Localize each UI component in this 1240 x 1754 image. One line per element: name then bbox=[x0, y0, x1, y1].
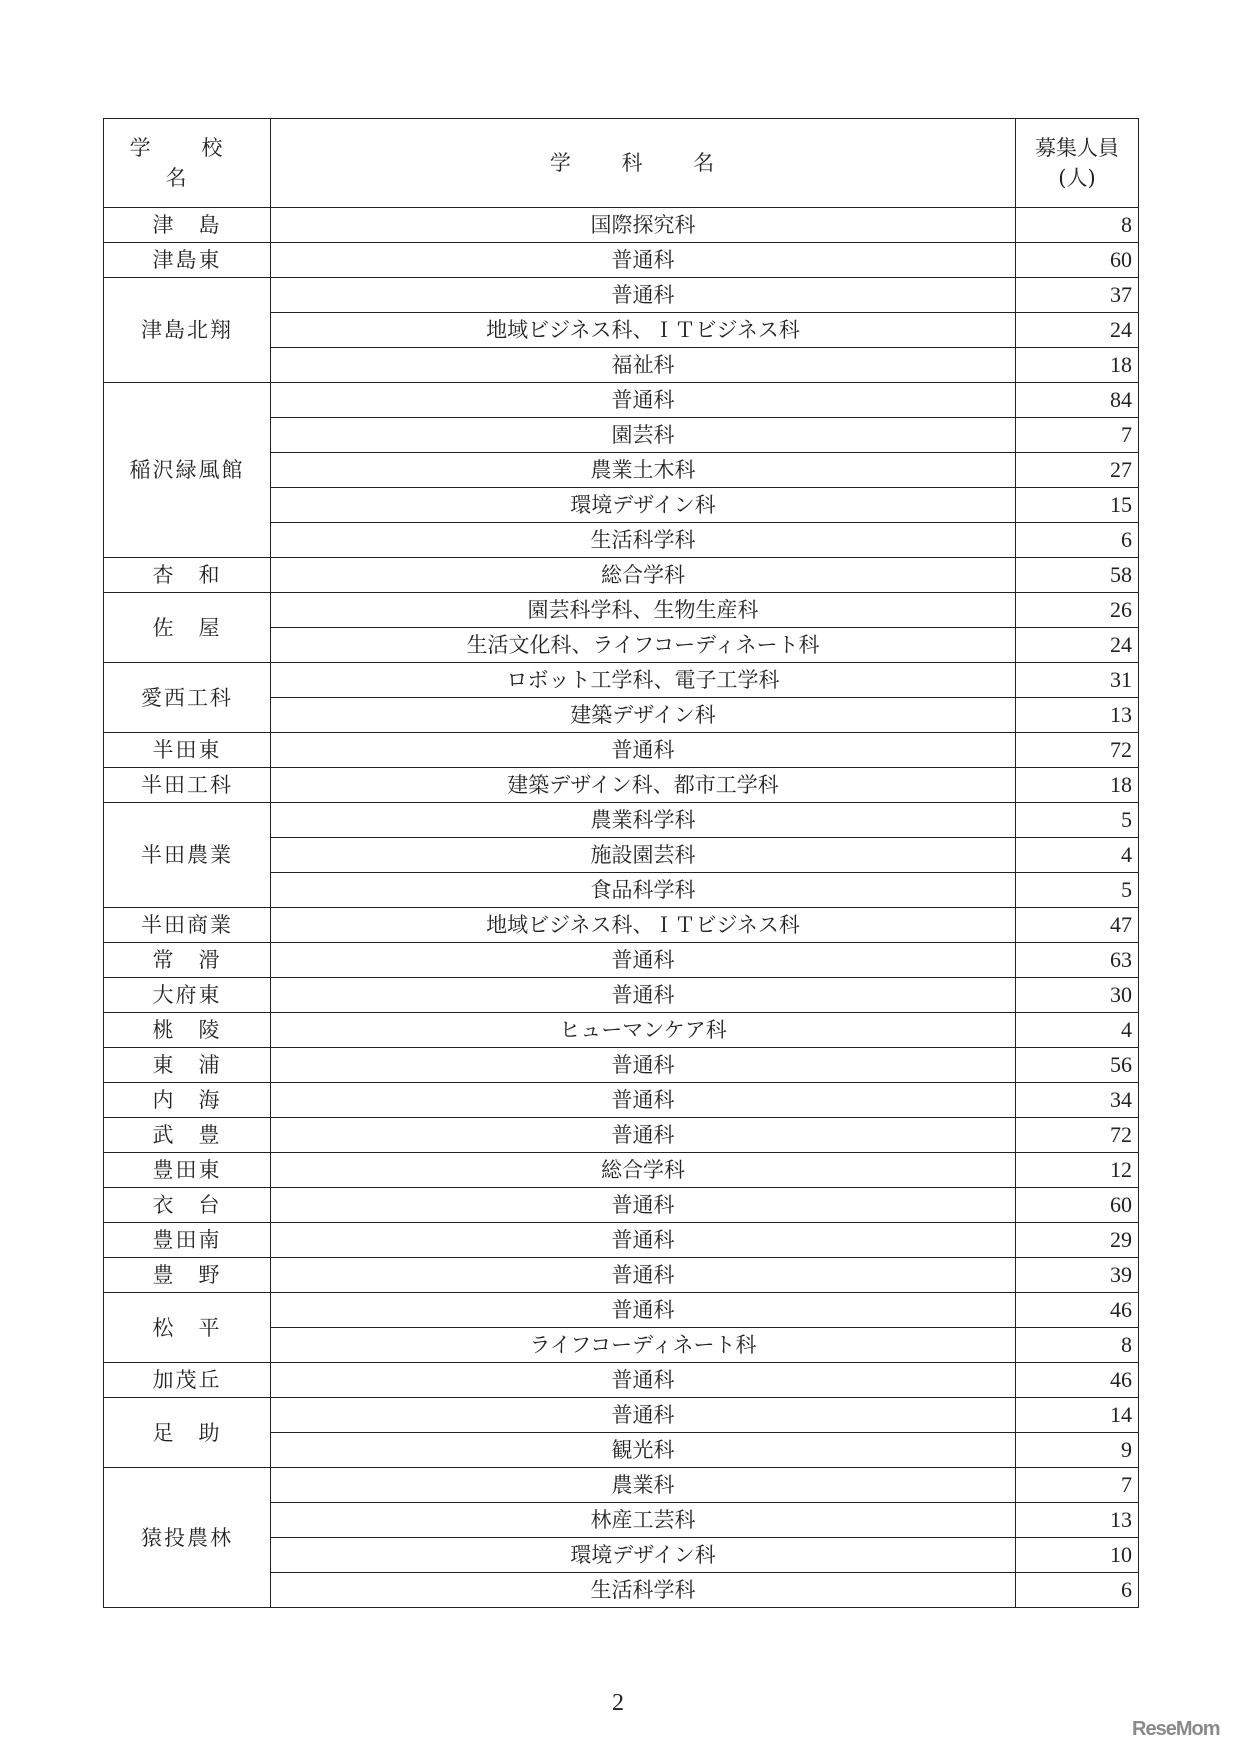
school-name: 常 滑 bbox=[104, 943, 271, 978]
table-row bbox=[104, 558, 1139, 593]
department-name: 普通科 bbox=[271, 978, 1016, 1013]
school-name: 内 海 bbox=[104, 1083, 271, 1118]
capacity-count: 58 bbox=[1016, 558, 1139, 593]
department-name: 環境デザイン科 bbox=[271, 488, 1016, 523]
capacity-count: 13 bbox=[1016, 1503, 1139, 1538]
department-name: 生活文化科、ライフコーディネート科 bbox=[271, 628, 1016, 663]
header-row bbox=[104, 119, 1139, 208]
header-capacity-line2: (人) bbox=[1058, 166, 1096, 190]
table-row bbox=[104, 1223, 1139, 1258]
capacity-count: 7 bbox=[1016, 1468, 1139, 1503]
school-name: 猿投農林 bbox=[104, 1468, 271, 1608]
school-name: 桃 陵 bbox=[104, 1013, 271, 1048]
department-name: 普通科 bbox=[271, 1293, 1016, 1328]
table-row bbox=[104, 768, 1139, 803]
table-row bbox=[104, 278, 1139, 313]
table-row bbox=[104, 208, 1139, 243]
table-row bbox=[104, 733, 1139, 768]
school-name: 佐 屋 bbox=[104, 593, 271, 663]
school-name: 松 平 bbox=[104, 1293, 271, 1363]
department-name: 普通科 bbox=[271, 733, 1016, 768]
department-name: 普通科 bbox=[271, 943, 1016, 978]
capacity-count: 46 bbox=[1016, 1363, 1139, 1398]
school-name: 半田商業 bbox=[104, 908, 271, 943]
table-row bbox=[104, 1258, 1139, 1293]
capacity-count: 63 bbox=[1016, 943, 1139, 978]
department-name: 総合学科 bbox=[271, 558, 1016, 593]
capacity-count: 60 bbox=[1016, 243, 1139, 278]
table-row bbox=[104, 1293, 1139, 1328]
table-row bbox=[104, 978, 1139, 1013]
table-row bbox=[104, 908, 1139, 943]
department-name: 林産工芸科 bbox=[271, 1503, 1016, 1538]
school-name: 半田工科 bbox=[104, 768, 271, 803]
resemom-logo: ReseMom bbox=[1132, 1718, 1220, 1740]
department-name: 普通科 bbox=[271, 243, 1016, 278]
capacity-count: 26 bbox=[1016, 593, 1139, 628]
header-capacity-line1: 募集人員 bbox=[1035, 136, 1119, 160]
capacity-count: 6 bbox=[1016, 1573, 1139, 1608]
table-row bbox=[104, 803, 1139, 838]
capacity-count: 24 bbox=[1016, 313, 1139, 348]
department-name: 建築デザイン科、都市工学科 bbox=[271, 768, 1016, 803]
department-name: 普通科 bbox=[271, 383, 1016, 418]
table-row bbox=[104, 383, 1139, 418]
department-name: ロボット工学科、電子工学科 bbox=[271, 663, 1016, 698]
department-name: 普通科 bbox=[271, 1223, 1016, 1258]
capacity-count: 15 bbox=[1016, 488, 1139, 523]
school-name: 杏 和 bbox=[104, 558, 271, 593]
school-name: 豊 野 bbox=[104, 1258, 271, 1293]
capacity-count: 8 bbox=[1016, 208, 1139, 243]
capacity-count: 30 bbox=[1016, 978, 1139, 1013]
table-row bbox=[104, 1048, 1139, 1083]
capacity-count: 8 bbox=[1016, 1328, 1139, 1363]
capacity-count: 14 bbox=[1016, 1398, 1139, 1433]
capacity-count: 39 bbox=[1016, 1258, 1139, 1293]
school-name: 東 浦 bbox=[104, 1048, 271, 1083]
department-name: 地域ビジネス科、ＩＴビジネス科 bbox=[271, 908, 1016, 943]
department-name: 園芸科 bbox=[271, 418, 1016, 453]
capacity-count: 60 bbox=[1016, 1188, 1139, 1223]
capacity-count: 24 bbox=[1016, 628, 1139, 663]
capacity-count: 84 bbox=[1016, 383, 1139, 418]
header-school bbox=[104, 119, 271, 208]
capacity-count: 7 bbox=[1016, 418, 1139, 453]
table-row bbox=[104, 943, 1139, 978]
department-name: 農業土木科 bbox=[271, 453, 1016, 488]
department-name: 総合学科 bbox=[271, 1153, 1016, 1188]
capacity-count: 6 bbox=[1016, 523, 1139, 558]
department-name: 普通科 bbox=[271, 1398, 1016, 1433]
department-name: ヒューマンケア科 bbox=[271, 1013, 1016, 1048]
header-capacity bbox=[1016, 119, 1139, 208]
school-name: 津島北翔 bbox=[104, 278, 271, 383]
capacity-count: 56 bbox=[1016, 1048, 1139, 1083]
school-name: 半田東 bbox=[104, 733, 271, 768]
table-row bbox=[104, 243, 1139, 278]
header-department bbox=[271, 119, 1016, 208]
recruitment-table bbox=[103, 118, 1139, 1608]
department-name: 地域ビジネス科、ＩＴビジネス科 bbox=[271, 313, 1016, 348]
table-row bbox=[104, 1118, 1139, 1153]
table-row bbox=[104, 593, 1139, 628]
table-row bbox=[104, 1013, 1139, 1048]
capacity-count: 10 bbox=[1016, 1538, 1139, 1573]
capacity-count: 18 bbox=[1016, 348, 1139, 383]
capacity-count: 29 bbox=[1016, 1223, 1139, 1258]
table-row bbox=[104, 663, 1139, 698]
school-name: 足 助 bbox=[104, 1398, 271, 1468]
capacity-count: 4 bbox=[1016, 1013, 1139, 1048]
department-name: 普通科 bbox=[271, 1188, 1016, 1223]
header-department-label: 学 科 名 bbox=[549, 151, 737, 175]
school-name: 衣 台 bbox=[104, 1188, 271, 1223]
department-name: 国際探究科 bbox=[271, 208, 1016, 243]
school-name: 津島東 bbox=[104, 243, 271, 278]
capacity-count: 47 bbox=[1016, 908, 1139, 943]
capacity-count: 18 bbox=[1016, 768, 1139, 803]
capacity-count: 13 bbox=[1016, 698, 1139, 733]
capacity-count: 12 bbox=[1016, 1153, 1139, 1188]
department-name: 食品科学科 bbox=[271, 873, 1016, 908]
capacity-count: 5 bbox=[1016, 873, 1139, 908]
header-school-label: 学 校 名 bbox=[129, 136, 245, 190]
department-name: 園芸科学科、生物生産科 bbox=[271, 593, 1016, 628]
school-name: 大府東 bbox=[104, 978, 271, 1013]
table-row bbox=[104, 1398, 1139, 1433]
table-body bbox=[104, 208, 1139, 1608]
department-name: 普通科 bbox=[271, 1258, 1016, 1293]
capacity-count: 31 bbox=[1016, 663, 1139, 698]
department-name: 普通科 bbox=[271, 278, 1016, 313]
department-name: 普通科 bbox=[271, 1048, 1016, 1083]
capacity-count: 72 bbox=[1016, 1118, 1139, 1153]
school-name: 武 豊 bbox=[104, 1118, 271, 1153]
table-row bbox=[104, 1468, 1139, 1503]
school-name: 豊田東 bbox=[104, 1153, 271, 1188]
capacity-count: 34 bbox=[1016, 1083, 1139, 1118]
table-row bbox=[104, 1363, 1139, 1398]
capacity-count: 72 bbox=[1016, 733, 1139, 768]
department-name: 農業科学科 bbox=[271, 803, 1016, 838]
school-name: 稲沢緑風館 bbox=[104, 383, 271, 558]
school-name: 豊田南 bbox=[104, 1223, 271, 1258]
school-name: 津 島 bbox=[104, 208, 271, 243]
capacity-count: 5 bbox=[1016, 803, 1139, 838]
department-name: 福祉科 bbox=[271, 348, 1016, 383]
department-name: 観光科 bbox=[271, 1433, 1016, 1468]
department-name: 環境デザイン科 bbox=[271, 1538, 1016, 1573]
department-name: 普通科 bbox=[271, 1083, 1016, 1118]
department-name: 普通科 bbox=[271, 1118, 1016, 1153]
page-number: 2 bbox=[612, 1690, 624, 1716]
school-name: 愛西工科 bbox=[104, 663, 271, 733]
capacity-count: 4 bbox=[1016, 838, 1139, 873]
department-name: 生活科学科 bbox=[271, 1573, 1016, 1608]
department-name: 生活科学科 bbox=[271, 523, 1016, 558]
school-name: 加茂丘 bbox=[104, 1363, 271, 1398]
capacity-count: 46 bbox=[1016, 1293, 1139, 1328]
capacity-count: 27 bbox=[1016, 453, 1139, 488]
department-name: 普通科 bbox=[271, 1363, 1016, 1398]
table-row bbox=[104, 1153, 1139, 1188]
table-row bbox=[104, 1188, 1139, 1223]
capacity-count: 37 bbox=[1016, 278, 1139, 313]
school-name: 半田農業 bbox=[104, 803, 271, 908]
capacity-count: 9 bbox=[1016, 1433, 1139, 1468]
table-row bbox=[104, 1083, 1139, 1118]
department-name: 施設園芸科 bbox=[271, 838, 1016, 873]
department-name: ライフコーディネート科 bbox=[271, 1328, 1016, 1363]
department-name: 建築デザイン科 bbox=[271, 698, 1016, 733]
department-name: 農業科 bbox=[271, 1468, 1016, 1503]
